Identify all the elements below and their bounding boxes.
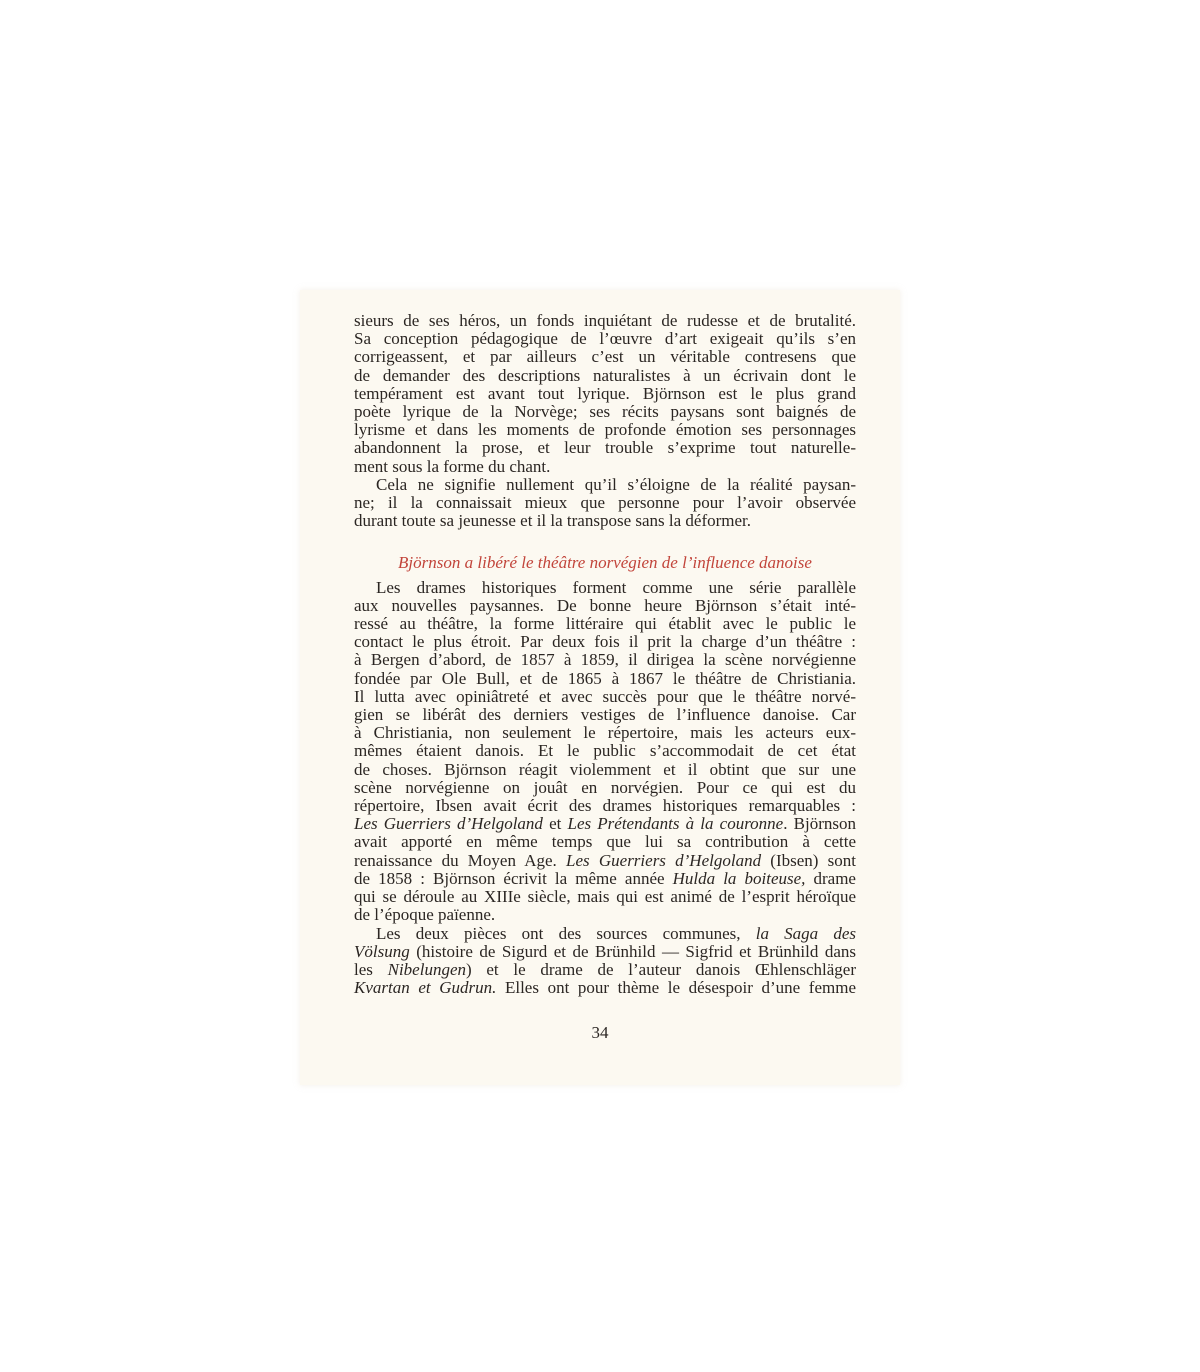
- page-number: 34: [591, 1023, 609, 1042]
- text-line: Les drames historiques forment comme une série parallèle: [376, 577, 856, 597]
- text-line: de demander des descriptions naturalistes à un écrivain dont le: [354, 365, 856, 385]
- text-line: aux nouvelles paysannes. De bonne heure Björnson s’était inté-: [354, 595, 856, 615]
- text-line: tempérament est avant tout lyrique. Björnson est le plus grand: [354, 383, 856, 403]
- text-line: poète lyrique de la Norvège; ses récits paysans sont baignés de: [354, 402, 856, 422]
- text-line: scène norvégienne on jouât en norvégien. Pour ce qui est du: [354, 777, 856, 797]
- paragraph-2: [354, 476, 856, 531]
- text-run: les: [354, 959, 388, 979]
- title-italic: la Saga des: [755, 923, 856, 943]
- text-run: de 1858 : Björnson écrivit la même année: [354, 868, 673, 888]
- title-italic: Kvartan et Gudrun.: [354, 978, 497, 998]
- paragraph-4: [354, 925, 856, 998]
- text-line: qui se déroule au XIIIe siècle, mais qui est animé de l’esprit héroïque: [354, 887, 856, 907]
- text-line: lyrisme et dans les moments de profonde émotion ses personnages: [354, 420, 856, 440]
- text-run: drame: [805, 868, 856, 888]
- body-text: [354, 312, 856, 997]
- text-line: [354, 852, 856, 870]
- text-line: ressé au théâtre, la forme littéraire qui établit avec le public le: [354, 614, 856, 634]
- text-line: de l’époque païenne.: [354, 905, 496, 925]
- title-italic: Les Guerriers d’Helgoland: [566, 850, 762, 870]
- text-run: Les deux pièces ont des sources communes,: [376, 923, 756, 943]
- section-heading: Björnson a libéré le théâtre norvégien de l’influence danoise: [398, 553, 812, 573]
- text-line: mêmes étaient danois. Et le public s’accommodait de cet état: [354, 741, 856, 761]
- text-line: Cela ne signifie nullement qu’il s’éloigne de la réalité paysan-: [376, 474, 856, 494]
- text-run: Elles ont pour thème le désespoir d’une femme: [496, 978, 857, 998]
- paragraph-1: [354, 312, 856, 476]
- text-line: fondée par Ole Bull, et de 1865 à 1867 le théâtre de Christiania.: [354, 668, 856, 688]
- text-run: ) et le drame de l’auteur danois Œhlenschläger: [466, 959, 857, 979]
- text-line: abandonnent la prose, et leur trouble s’exprime tout naturelle-: [354, 438, 856, 458]
- text-line: avait apporté en même temps que lui sa contribution à cette: [354, 832, 856, 852]
- text-run: (Ibsen) sont: [761, 850, 857, 870]
- title-italic: Les Guerriers d’Helgoland: [354, 814, 543, 834]
- book-page: [300, 290, 900, 1085]
- text-run: et: [542, 814, 568, 834]
- text-line: [354, 925, 856, 943]
- text-line: [354, 815, 856, 833]
- text-line: ne; il la connaissait mieux que personne pour l’avoir observée: [354, 493, 856, 513]
- title-italic: Les Prétendants à la couronne: [567, 814, 784, 834]
- text-line: à Christiania, non seulement le répertoire, mais les acteurs eux-: [354, 723, 856, 743]
- text-line: [354, 961, 856, 979]
- title-italic: Hulda la boiteuse,: [672, 868, 806, 888]
- title-italic: Völsung: [354, 941, 410, 961]
- text-line: contact le plus étroit. Par deux fois il prit la charge d’un théâtre :: [354, 632, 856, 652]
- text-line: Il lutta avec opiniâtreté et avec succès pour que le théâtre norvé-: [354, 686, 856, 706]
- text-line: durant toute sa jeunesse et il la transpose sans la déformer.: [354, 511, 752, 531]
- text-line: [354, 870, 856, 888]
- text-line: Sa conception pédagogique de l’œuvre d’art exigeait qu’ils s’en: [354, 329, 856, 349]
- text-line: sieurs de ses héros, un fonds inquiétant de rudesse et de brutalité.: [354, 311, 856, 330]
- text-line: corrigeassent, et par ailleurs c’est un véritable contresens que: [354, 347, 856, 367]
- text-line: gien se libérât des derniers vestiges de l’influence danoise. Car: [354, 705, 856, 725]
- paragraph-3: [354, 579, 856, 925]
- text-run: renaissance du Moyen Age.: [354, 850, 567, 870]
- text-line: [354, 943, 856, 961]
- text-run: . Björnson: [783, 814, 856, 834]
- text-line: à Bergen d’abord, de 1857 à 1859, il dirigea la scène norvégienne: [354, 650, 856, 670]
- text-line: [354, 979, 856, 997]
- text-line: ment sous la forme du chant.: [354, 456, 551, 476]
- title-italic: Nibelungen: [387, 959, 466, 979]
- text-line: répertoire, Ibsen avait écrit des drames historiques remarquables :: [354, 796, 856, 816]
- text-run: (histoire de Sigurd et de Brünhild — Sigfrid et Brünhild dans: [409, 941, 856, 961]
- text-line: de choses. Björnson réagit violemment et il obtint que sur une: [354, 759, 856, 779]
